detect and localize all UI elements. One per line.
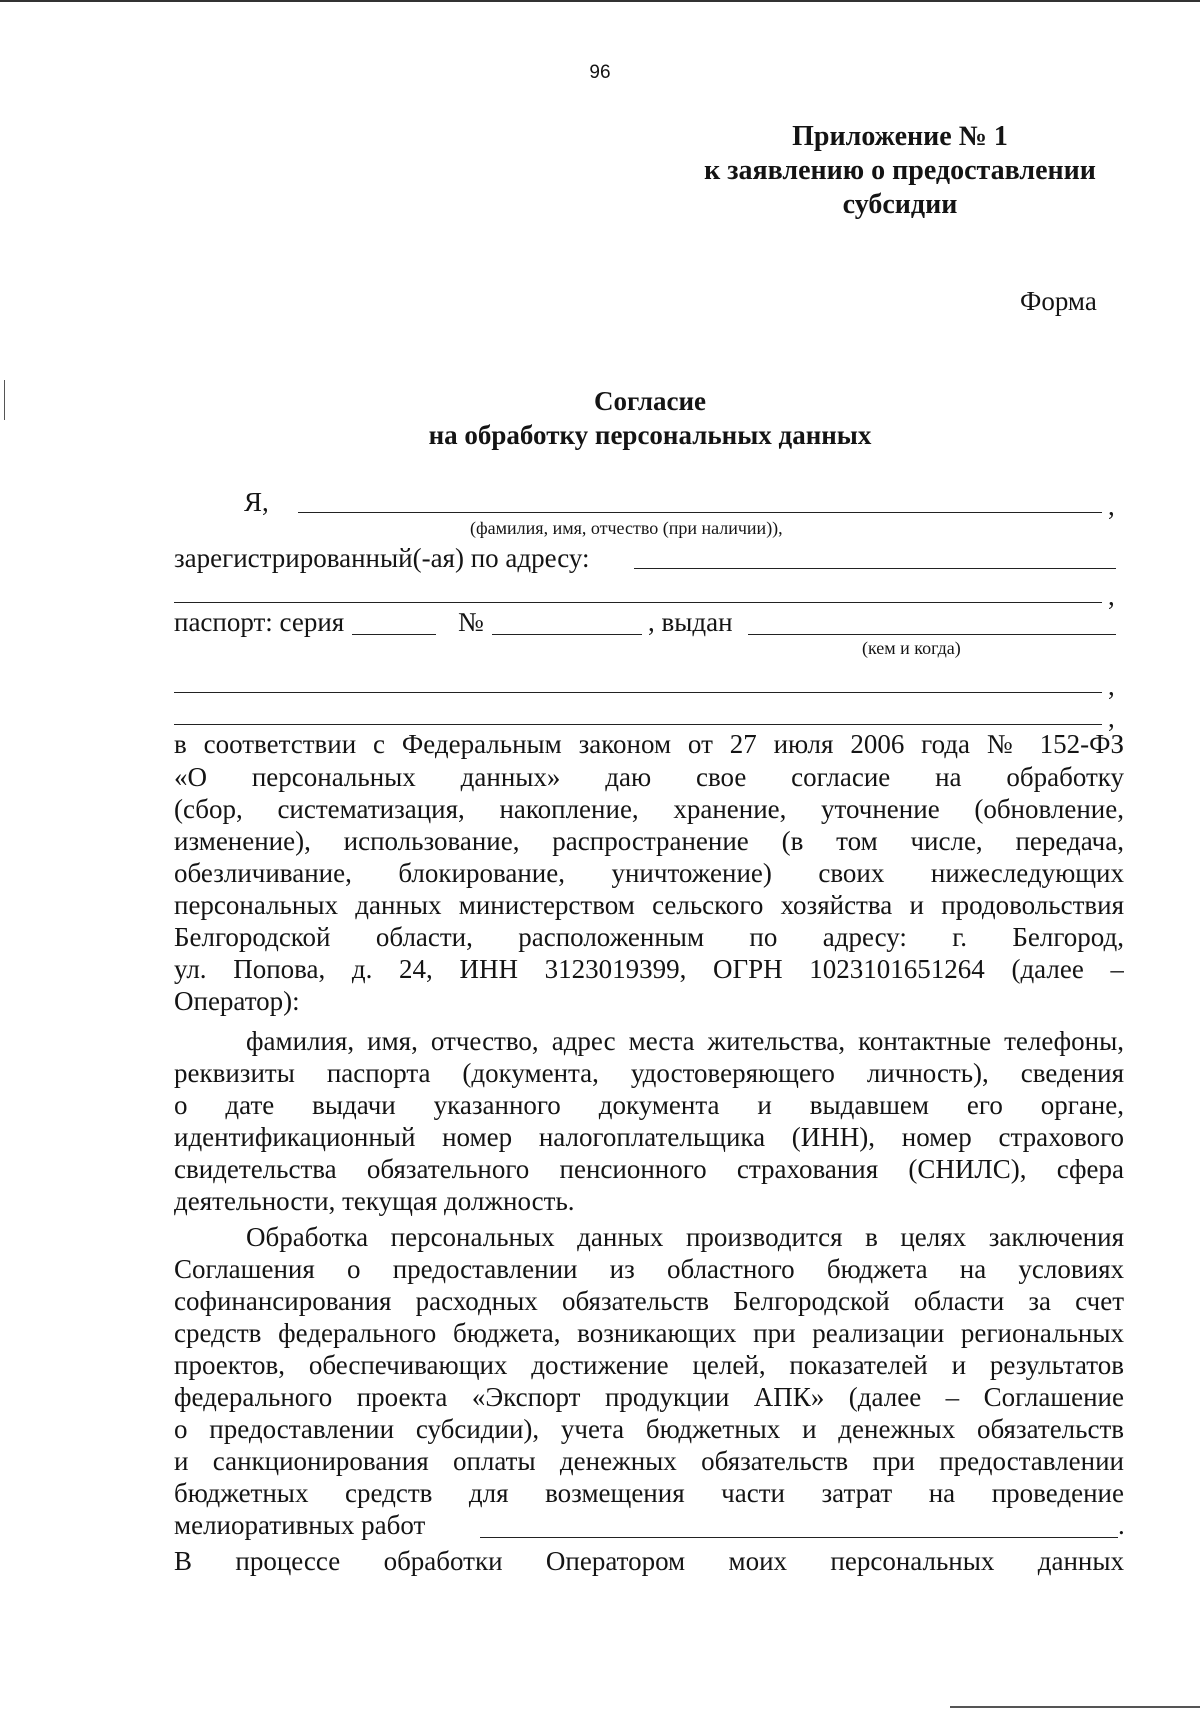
paragraph-line: обезличивание, блокирование, уничтожение) своих нижеследующих <box>174 858 1124 888</box>
paragraph-processing-line: В процессе обработки Оператором моих персональных данных <box>174 1546 1124 1576</box>
melioration-period: . <box>1118 1510 1125 1540</box>
address-comma: , <box>1108 581 1115 611</box>
paragraph-line: и санкционирования оплаты денежных обязательств при предоставлении <box>174 1446 1124 1476</box>
title-line-2: на обработку персональных данных <box>428 420 872 450</box>
paragraph-line: Соглашения о предоставлении из областного бюджета на условиях <box>174 1254 1124 1284</box>
passport-number-label: № <box>458 607 484 637</box>
title-line-1: Согласие <box>593 386 707 416</box>
paragraph-line: федерального проекта «Экспорт продукции АПК» (далее – Соглашение <box>174 1382 1124 1412</box>
appendix-header <box>640 120 1160 222</box>
fio-comma: , <box>1108 491 1115 521</box>
address-field-line-2[interactable] <box>174 602 1102 603</box>
form-label: Форма <box>1020 286 1097 316</box>
paragraph-line: идентификационный номер налогоплательщика (ИНН), номер страхового <box>174 1122 1124 1152</box>
paragraph-line: Обработка персональных данных производится в целях заключения <box>246 1222 1124 1252</box>
page-number: 96 <box>589 62 611 83</box>
passport-series-label: паспорт: серия <box>174 607 345 637</box>
registered-label: зарегистрированный(-ая) по адресу: <box>174 543 590 573</box>
scan-artifact <box>950 1706 1200 1708</box>
issued-by-field-line-3[interactable] <box>174 724 1102 725</box>
paragraph-line: проектов, обеспечивающих достижение целей, показателей и результатов <box>174 1350 1124 1380</box>
appendix-line-3: субсидии <box>842 189 958 220</box>
issued-comma-1: , <box>1108 671 1115 701</box>
address-field-line-1[interactable] <box>634 568 1116 569</box>
paragraph-line: деятельности, текущая должность. <box>174 1186 575 1216</box>
fio-hint: (фамилия, имя, отчество (при наличии)), <box>470 518 783 538</box>
paragraph-line: изменение), использование, распространение (в том числе, передача, <box>174 826 1124 856</box>
ya-label: Я, <box>244 487 269 517</box>
paragraph-line: реквизиты паспорта (документа, удостоверяющего личность), сведения <box>174 1058 1124 1088</box>
issued-by-field-line-1[interactable] <box>748 634 1116 635</box>
issued-by-field-line-2[interactable] <box>174 692 1102 693</box>
paragraph-line: фамилия, имя, отчество, адрес места жительства, контактные телефоны, <box>246 1026 1124 1056</box>
fio-field-line[interactable] <box>298 512 1102 513</box>
paragraph-line: о предоставлении субсидии), учета бюджетных и денежных обязательств <box>174 1414 1124 1444</box>
paragraph-line: Оператор): <box>174 986 300 1016</box>
passport-number-field[interactable] <box>492 634 642 635</box>
paragraph-line: мелиоративных работ <box>174 1510 426 1540</box>
paragraph-line: Белгородской области, расположенным по адресу: г. Белгород, <box>174 922 1124 952</box>
passport-series-field[interactable] <box>352 634 436 635</box>
issued-hint: (кем и когда) <box>862 638 961 658</box>
appendix-line-2: к заявлению о предоставлении <box>704 155 1096 186</box>
paragraph-line: персональных данных министерством сельского хозяйства и продовольствия <box>174 890 1124 920</box>
paragraph-line: в соответствии с Федеральным законом от 27 июля 2006 года № 152-ФЗ <box>174 729 1124 759</box>
appendix-line-1: Приложение № 1 <box>792 121 1008 152</box>
paragraph-line: софинансирования расходных обязательств Белгородской области за счет <box>174 1286 1124 1316</box>
document-title <box>0 384 1200 452</box>
paragraph-line: свидетельства обязательного пенсионного страхования (СНИЛС), сфера <box>174 1154 1124 1184</box>
paragraph-line: о дате выдачи указанного документа и выдавшем его органе, <box>174 1090 1124 1120</box>
paragraph-line: ул. Попова, д. 24, ИНН 3123019399, ОГРН 1023101651264 (далее – <box>174 954 1124 984</box>
page-top-border <box>0 0 1200 2</box>
paragraph-line: средств федерального бюджета, возникающих при реализации региональных <box>174 1318 1124 1348</box>
issued-comma-2: , <box>1108 703 1115 733</box>
paragraph-line: «О персональных данных» даю свое согласие на обработку <box>174 762 1124 792</box>
issued-label: , выдан <box>648 607 733 637</box>
melioration-works-field[interactable] <box>480 1537 1118 1538</box>
paragraph-line: бюджетных средств для возмещения части затрат на проведение <box>174 1478 1124 1508</box>
paragraph-line: (сбор, систематизация, накопление, хранение, уточнение (обновление, <box>174 794 1124 824</box>
